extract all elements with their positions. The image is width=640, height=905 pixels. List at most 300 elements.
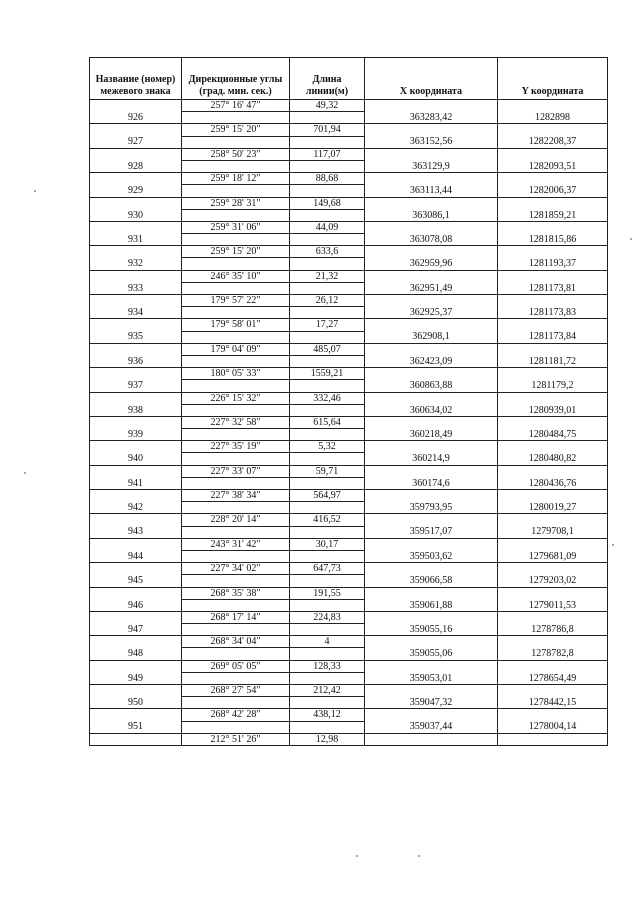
cell-angle xyxy=(182,160,290,172)
cell-y xyxy=(498,173,608,185)
cell-angle: 259° 15' 20" xyxy=(182,246,290,258)
cell-y: 1281173,84 xyxy=(498,331,608,343)
cell-y xyxy=(498,221,608,233)
point-row xyxy=(90,624,608,636)
segment-row xyxy=(90,733,608,745)
cell-angle: 212° 51' 26" xyxy=(182,733,290,745)
cell-name xyxy=(90,563,182,575)
cell-length: 212,42 xyxy=(290,685,365,697)
cell-length: 701,94 xyxy=(290,124,365,136)
point-row xyxy=(90,112,608,124)
cell-length xyxy=(290,453,365,465)
cell-length xyxy=(290,721,365,733)
point-row xyxy=(90,258,608,270)
cell-length: 59,71 xyxy=(290,465,365,477)
point-row xyxy=(90,697,608,709)
cell-x: 360174,6 xyxy=(365,477,498,489)
cell-name xyxy=(90,270,182,282)
cell-y xyxy=(498,490,608,502)
cell-name: 949 xyxy=(90,672,182,684)
cell-x xyxy=(365,587,498,599)
cell-name: 931 xyxy=(90,234,182,246)
segment-row xyxy=(90,587,608,599)
point-row xyxy=(90,575,608,587)
cell-y xyxy=(498,416,608,428)
cell-angle: 227° 38' 34" xyxy=(182,490,290,502)
cell-angle xyxy=(182,575,290,587)
cell-name: 933 xyxy=(90,282,182,294)
point-row xyxy=(90,307,608,319)
cell-x: 360218,49 xyxy=(365,429,498,441)
cell-x xyxy=(365,709,498,721)
cell-x: 359055,16 xyxy=(365,624,498,636)
cell-y xyxy=(498,148,608,160)
cell-y xyxy=(498,514,608,526)
point-row xyxy=(90,185,608,197)
cell-y xyxy=(498,441,608,453)
cell-y xyxy=(498,197,608,209)
cell-length xyxy=(290,526,365,538)
segment-row xyxy=(90,660,608,672)
cell-y xyxy=(498,660,608,672)
cell-length: 1559,21 xyxy=(290,368,365,380)
scan-speck xyxy=(24,472,26,474)
point-row xyxy=(90,380,608,392)
table-header-row xyxy=(90,58,608,100)
cell-name xyxy=(90,490,182,502)
cell-y xyxy=(498,733,608,745)
cell-length: 117,07 xyxy=(290,148,365,160)
cell-x xyxy=(365,148,498,160)
cell-length xyxy=(290,282,365,294)
cell-y: 1279203,02 xyxy=(498,575,608,587)
cell-x xyxy=(365,636,498,648)
cell-y xyxy=(498,563,608,575)
cell-length: 21,32 xyxy=(290,270,365,282)
cell-length xyxy=(290,307,365,319)
cell-y xyxy=(498,319,608,331)
cell-length xyxy=(290,209,365,221)
cell-angle xyxy=(182,209,290,221)
cell-name xyxy=(90,392,182,404)
cell-name xyxy=(90,221,182,233)
cell-length xyxy=(290,258,365,270)
cell-length xyxy=(290,697,365,709)
cell-length xyxy=(290,331,365,343)
cell-angle xyxy=(182,648,290,660)
cell-y: 1280436,76 xyxy=(498,477,608,489)
cell-angle: 259° 18' 12" xyxy=(182,173,290,185)
cell-angle: 246° 35' 10" xyxy=(182,270,290,282)
cell-length: 224,83 xyxy=(290,611,365,623)
cell-length xyxy=(290,477,365,489)
cell-angle xyxy=(182,282,290,294)
point-row xyxy=(90,331,608,343)
cell-x xyxy=(365,392,498,404)
cell-x xyxy=(365,563,498,575)
cell-x: 363078,08 xyxy=(365,234,498,246)
cell-length xyxy=(290,672,365,684)
cell-angle: 268° 35' 38" xyxy=(182,587,290,599)
cell-name xyxy=(90,709,182,721)
cell-x: 362951,49 xyxy=(365,282,498,294)
cell-name xyxy=(90,538,182,550)
cell-length: 12,98 xyxy=(290,733,365,745)
cell-angle xyxy=(182,453,290,465)
cell-angle xyxy=(182,550,290,562)
cell-x xyxy=(365,611,498,623)
cell-x xyxy=(365,343,498,355)
cell-name: 947 xyxy=(90,624,182,636)
cell-angle xyxy=(182,136,290,148)
cell-length xyxy=(290,648,365,660)
segment-row xyxy=(90,173,608,185)
cell-angle xyxy=(182,258,290,270)
cell-length xyxy=(290,160,365,172)
cell-length xyxy=(290,380,365,392)
cell-name xyxy=(90,197,182,209)
cell-name: 926 xyxy=(90,112,182,124)
cell-name: 950 xyxy=(90,697,182,709)
cell-name: 927 xyxy=(90,136,182,148)
cell-name: 929 xyxy=(90,185,182,197)
cell-name: 941 xyxy=(90,477,182,489)
cell-y: 1280939,01 xyxy=(498,404,608,416)
cell-angle xyxy=(182,112,290,124)
cell-x xyxy=(365,514,498,526)
cell-name: 948 xyxy=(90,648,182,660)
cell-y: 1281859,21 xyxy=(498,209,608,221)
cell-angle xyxy=(182,185,290,197)
point-row xyxy=(90,502,608,514)
header-angle: Дирекционные углы (град. мин. сек.) xyxy=(182,58,290,100)
cell-y: 1281173,81 xyxy=(498,282,608,294)
cell-x xyxy=(365,685,498,697)
cell-angle: 259° 31' 06" xyxy=(182,221,290,233)
cell-length xyxy=(290,550,365,562)
segment-row xyxy=(90,441,608,453)
point-row xyxy=(90,160,608,172)
cell-name: 946 xyxy=(90,599,182,611)
cell-x: 362908,1 xyxy=(365,331,498,343)
scan-speck xyxy=(356,855,358,857)
point-row xyxy=(90,282,608,294)
cell-y xyxy=(498,709,608,721)
cell-y: 1282006,37 xyxy=(498,185,608,197)
segment-row xyxy=(90,319,608,331)
cell-x: 359793,95 xyxy=(365,502,498,514)
segment-row xyxy=(90,270,608,282)
cell-angle: 179° 04' 09" xyxy=(182,343,290,355)
cell-y: 1279708,1 xyxy=(498,526,608,538)
cell-y: 1281173,83 xyxy=(498,307,608,319)
cell-name xyxy=(90,514,182,526)
cell-x xyxy=(365,441,498,453)
cell-name xyxy=(90,100,182,112)
cell-angle: 243° 31' 42" xyxy=(182,538,290,550)
cell-y xyxy=(498,465,608,477)
segment-row xyxy=(90,416,608,428)
cell-y xyxy=(498,538,608,550)
cell-y: 1281179,2 xyxy=(498,380,608,392)
cell-x: 359053,01 xyxy=(365,672,498,684)
cell-y: 1280019,27 xyxy=(498,502,608,514)
cell-x xyxy=(365,319,498,331)
point-row xyxy=(90,136,608,148)
cell-length xyxy=(290,136,365,148)
cell-x: 359061,88 xyxy=(365,599,498,611)
cell-y: 1278654,49 xyxy=(498,672,608,684)
cell-length: 647,73 xyxy=(290,563,365,575)
segment-row xyxy=(90,148,608,160)
cell-angle: 269° 05' 05" xyxy=(182,660,290,672)
cell-name xyxy=(90,611,182,623)
cell-name: 944 xyxy=(90,550,182,562)
cell-name: 932 xyxy=(90,258,182,270)
cell-x: 362959,96 xyxy=(365,258,498,270)
cell-y: 1282208,37 xyxy=(498,136,608,148)
cell-angle: 268° 17' 14" xyxy=(182,611,290,623)
cell-name xyxy=(90,319,182,331)
cell-length: 633,6 xyxy=(290,246,365,258)
cell-y: 1278004,14 xyxy=(498,721,608,733)
cell-x: 362925,37 xyxy=(365,307,498,319)
cell-x xyxy=(365,197,498,209)
cell-x: 360214,9 xyxy=(365,453,498,465)
cell-length: 332,46 xyxy=(290,392,365,404)
cell-angle: 226° 15' 32" xyxy=(182,392,290,404)
cell-name xyxy=(90,441,182,453)
cell-x xyxy=(365,465,498,477)
cell-y xyxy=(498,636,608,648)
cell-name xyxy=(90,465,182,477)
cell-y: 1281815,86 xyxy=(498,234,608,246)
segment-row xyxy=(90,514,608,526)
cell-y: 1281181,72 xyxy=(498,355,608,367)
cell-y: 1282093,51 xyxy=(498,160,608,172)
cell-length xyxy=(290,112,365,124)
cell-length xyxy=(290,599,365,611)
segment-row xyxy=(90,685,608,697)
cell-x xyxy=(365,173,498,185)
cell-name: 951 xyxy=(90,721,182,733)
cell-angle: 258° 50' 23" xyxy=(182,148,290,160)
cell-name xyxy=(90,124,182,136)
cell-length: 149,68 xyxy=(290,197,365,209)
cell-angle xyxy=(182,355,290,367)
cell-length: 30,17 xyxy=(290,538,365,550)
cell-angle xyxy=(182,331,290,343)
cell-angle xyxy=(182,526,290,538)
cell-name xyxy=(90,660,182,672)
cell-y xyxy=(498,270,608,282)
cell-angle: 268° 42' 28" xyxy=(182,709,290,721)
point-row xyxy=(90,404,608,416)
cell-y: 1279681,09 xyxy=(498,550,608,562)
cell-angle: 227° 35' 19" xyxy=(182,441,290,453)
cell-length xyxy=(290,502,365,514)
cell-x: 359055,06 xyxy=(365,648,498,660)
cell-x: 363283,42 xyxy=(365,112,498,124)
cell-y xyxy=(498,246,608,258)
segment-row xyxy=(90,124,608,136)
cell-length: 128,33 xyxy=(290,660,365,672)
cell-length: 88,68 xyxy=(290,173,365,185)
cell-name xyxy=(90,416,182,428)
cell-name xyxy=(90,368,182,380)
cell-y xyxy=(498,587,608,599)
point-row xyxy=(90,453,608,465)
segment-row xyxy=(90,636,608,648)
cell-name xyxy=(90,173,182,185)
cell-x xyxy=(365,490,498,502)
cell-y: 1279011,53 xyxy=(498,599,608,611)
cell-angle: 179° 57' 22" xyxy=(182,295,290,307)
cell-angle xyxy=(182,477,290,489)
cell-angle: 257° 16' 47" xyxy=(182,100,290,112)
cell-angle xyxy=(182,234,290,246)
cell-length xyxy=(290,355,365,367)
cell-y: 1278782,8 xyxy=(498,648,608,660)
point-row xyxy=(90,550,608,562)
cell-name: 938 xyxy=(90,404,182,416)
cell-length xyxy=(290,185,365,197)
cell-angle xyxy=(182,307,290,319)
segment-row xyxy=(90,246,608,258)
cell-x: 362423,09 xyxy=(365,355,498,367)
segment-row xyxy=(90,100,608,112)
cell-name: 937 xyxy=(90,380,182,392)
header-length: Длина линии(м) xyxy=(290,58,365,100)
cell-name: 936 xyxy=(90,355,182,367)
scan-speck xyxy=(418,855,420,857)
cell-angle: 180° 05' 33" xyxy=(182,368,290,380)
cell-length: 564,97 xyxy=(290,490,365,502)
cell-length xyxy=(290,404,365,416)
scan-speck xyxy=(630,238,632,240)
cell-angle: 259° 28' 31" xyxy=(182,197,290,209)
cell-x xyxy=(365,295,498,307)
point-row xyxy=(90,355,608,367)
point-row xyxy=(90,648,608,660)
segment-row xyxy=(90,392,608,404)
cell-length xyxy=(290,234,365,246)
point-row xyxy=(90,429,608,441)
point-row xyxy=(90,477,608,489)
cell-name: 939 xyxy=(90,429,182,441)
point-row xyxy=(90,672,608,684)
cell-y: 1280484,75 xyxy=(498,429,608,441)
segment-row xyxy=(90,490,608,502)
cell-length xyxy=(290,575,365,587)
cell-x: 363152,56 xyxy=(365,136,498,148)
cell-y: 1278442,15 xyxy=(498,697,608,709)
cell-length xyxy=(290,429,365,441)
point-row xyxy=(90,599,608,611)
segment-row xyxy=(90,538,608,550)
cell-name xyxy=(90,246,182,258)
segment-row xyxy=(90,465,608,477)
cell-y xyxy=(498,100,608,112)
cell-x xyxy=(365,416,498,428)
cell-angle xyxy=(182,599,290,611)
cell-name xyxy=(90,295,182,307)
cell-angle xyxy=(182,380,290,392)
cell-x xyxy=(365,124,498,136)
cell-name xyxy=(90,148,182,160)
cell-y xyxy=(498,392,608,404)
segment-row xyxy=(90,611,608,623)
cell-x: 359047,32 xyxy=(365,697,498,709)
cell-length: 416,52 xyxy=(290,514,365,526)
cell-y: 1281193,37 xyxy=(498,258,608,270)
cell-angle xyxy=(182,404,290,416)
cell-angle xyxy=(182,721,290,733)
cell-length: 17,27 xyxy=(290,319,365,331)
cell-x: 359517,07 xyxy=(365,526,498,538)
segment-row xyxy=(90,563,608,575)
cell-name: 935 xyxy=(90,331,182,343)
cell-angle: 179° 58' 01" xyxy=(182,319,290,331)
cell-angle xyxy=(182,429,290,441)
cell-x xyxy=(365,270,498,282)
cell-x: 359066,58 xyxy=(365,575,498,587)
cell-x xyxy=(365,538,498,550)
cell-name: 930 xyxy=(90,209,182,221)
boundary-coordinates-table xyxy=(89,57,608,746)
cell-length: 615,64 xyxy=(290,416,365,428)
cell-name: 942 xyxy=(90,502,182,514)
cell-x: 360634,02 xyxy=(365,404,498,416)
cell-length: 438,12 xyxy=(290,709,365,721)
point-row xyxy=(90,721,608,733)
cell-length: 485,07 xyxy=(290,343,365,355)
segment-row xyxy=(90,709,608,721)
cell-name xyxy=(90,685,182,697)
header-y: Y координата xyxy=(498,58,608,100)
segment-row xyxy=(90,295,608,307)
cell-x: 363129,9 xyxy=(365,160,498,172)
cell-length: 4 xyxy=(290,636,365,648)
cell-name xyxy=(90,636,182,648)
cell-length: 49,32 xyxy=(290,100,365,112)
point-row xyxy=(90,234,608,246)
segment-row xyxy=(90,221,608,233)
cell-length: 44,09 xyxy=(290,221,365,233)
cell-angle xyxy=(182,624,290,636)
cell-y xyxy=(498,124,608,136)
header-name: Название (номер) межевого знака xyxy=(90,58,182,100)
cell-y xyxy=(498,295,608,307)
table-body xyxy=(90,100,608,746)
scan-speck xyxy=(612,544,614,546)
cell-x: 363113,44 xyxy=(365,185,498,197)
cell-angle xyxy=(182,502,290,514)
cell-x: 360863,88 xyxy=(365,380,498,392)
cell-y: 1282898 xyxy=(498,112,608,124)
segment-row xyxy=(90,368,608,380)
point-row xyxy=(90,526,608,538)
cell-x: 363086,1 xyxy=(365,209,498,221)
cell-name xyxy=(90,343,182,355)
cell-angle: 228° 20' 14" xyxy=(182,514,290,526)
cell-y xyxy=(498,611,608,623)
cell-y xyxy=(498,685,608,697)
cell-x xyxy=(365,100,498,112)
cell-name: 940 xyxy=(90,453,182,465)
cell-name xyxy=(90,733,182,745)
cell-y: 1278786,8 xyxy=(498,624,608,636)
